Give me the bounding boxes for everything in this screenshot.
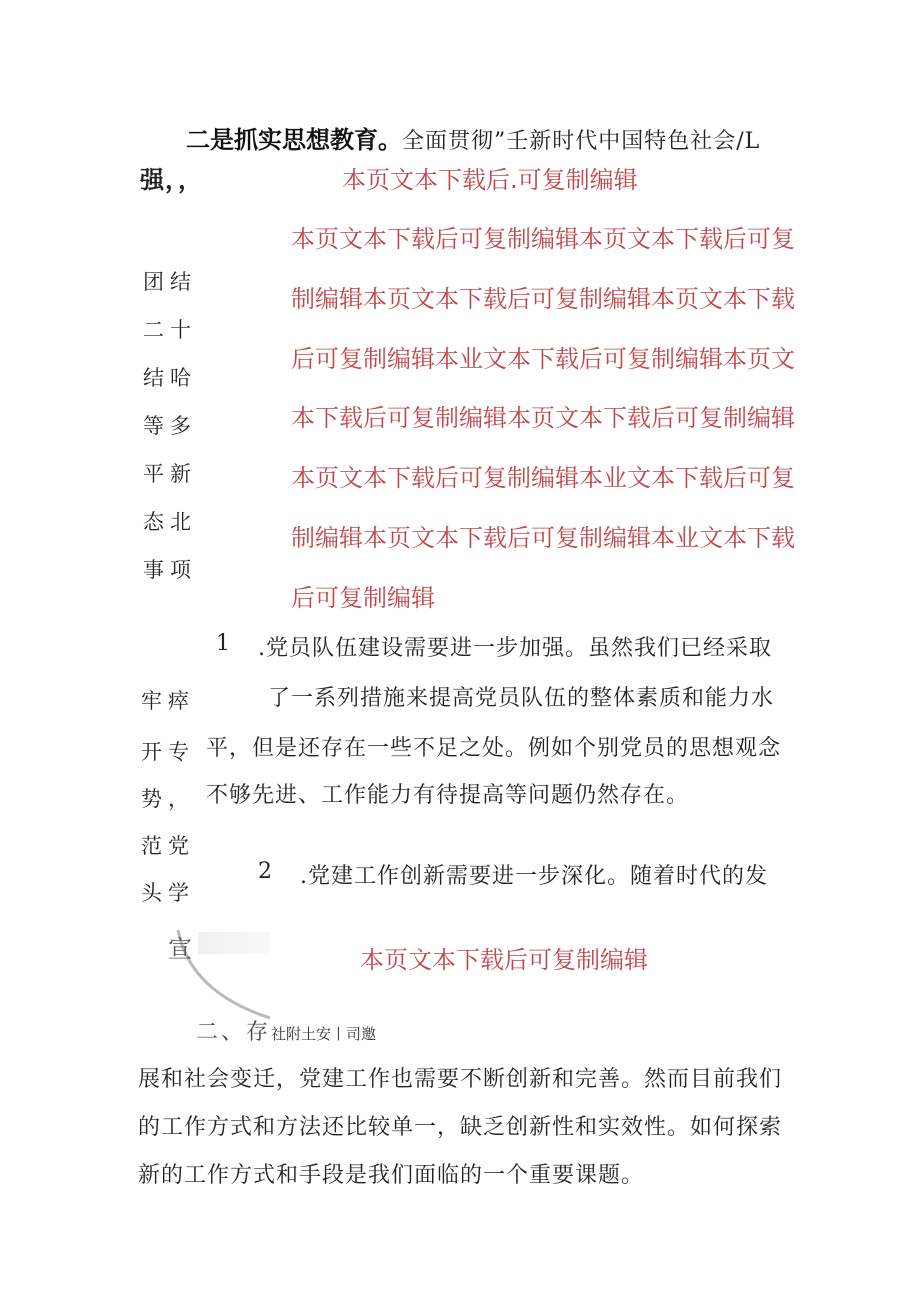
side-pair: 范党 bbox=[141, 834, 195, 858]
side-pair: 二十 bbox=[143, 318, 197, 342]
side-pair: 等多 bbox=[143, 414, 197, 438]
body-line: 的工作方式和方法还比较单一，缺乏创新性和实效性。如何探索 bbox=[138, 1115, 783, 1140]
top-heading-line bbox=[186, 120, 760, 155]
section-heading-2 bbox=[196, 1015, 376, 1046]
side-pair: 势， bbox=[141, 787, 195, 811]
side-pair: 事项 bbox=[143, 558, 197, 582]
watermark-block-line: 后可复制编辑 bbox=[291, 584, 435, 612]
watermark-block-line: 本页文本下载后可复制编辑本业文本下载后可复 bbox=[291, 464, 795, 492]
watermark-block-line: 本页文本下载后可复制编辑本页文本下载后可复 bbox=[291, 225, 795, 253]
side-pair: 团结 bbox=[143, 270, 197, 294]
watermark-block-line: 后可复制编辑本业文本下载后可复制编辑本页文 bbox=[291, 345, 795, 373]
body-line: 新的工作方式和手段是我们面临的一个重要课题。 bbox=[138, 1163, 645, 1188]
watermark-block-line: 本下载后可复制编辑本页文本下载后可复制编辑 bbox=[291, 404, 795, 432]
item1-line: .党员队伍建设需要进一步加强。虽然我们已经采取 bbox=[258, 636, 772, 661]
heading-tail: 全面贯彻”壬新时代中国特色社会/L bbox=[402, 129, 761, 154]
item1-line: 不够先进、工作能力有待提高等问题仍然存在。 bbox=[206, 783, 690, 808]
watermark-block-line: 制编辑本页文本下载后可复制编辑本业文本下载 bbox=[291, 524, 795, 552]
side-pair: 头学 bbox=[141, 881, 195, 905]
item-number-1: 1 bbox=[216, 631, 230, 656]
line-fragment-left: 强，， bbox=[140, 166, 203, 194]
side-pair: 开专 bbox=[141, 740, 195, 764]
watermark-line-1: 本页文本下载后.可复制编辑 bbox=[342, 166, 638, 194]
section-prefix: 二、存 bbox=[196, 1020, 272, 1045]
section-tail: 社附土安丨司邀 bbox=[271, 1025, 377, 1043]
watermark-block-line: 制编辑本页文本下载后可复制编辑本页文本下载 bbox=[291, 285, 795, 313]
item2-line: .党建工作创新需要进一步深化。随着时代的发 bbox=[300, 864, 768, 889]
body-line: 展和社会变迁，党建工作也需要不断创新和完善。然而目前我们 bbox=[138, 1067, 783, 1092]
item1-line: 平，但是还存在一些不足之处。例如个别党员的思想观念 bbox=[206, 736, 782, 761]
faded-mark bbox=[198, 932, 270, 954]
side-pair: 结哈 bbox=[143, 366, 197, 390]
item1-line: 了一系列措施来提高党员队伍的整体素质和能力水 bbox=[268, 686, 775, 711]
item-number-2: 2 bbox=[258, 859, 272, 884]
stamp-char: 宣 bbox=[168, 935, 192, 963]
section-heading: 二是抓实思想教育。 bbox=[186, 126, 402, 154]
side-pair: 牢瘁 bbox=[141, 689, 195, 713]
side-pair: 平新 bbox=[143, 462, 197, 486]
side-pair: 态北 bbox=[143, 510, 197, 534]
watermark-line-2: 本页文本下载后可复制编辑 bbox=[360, 946, 648, 974]
